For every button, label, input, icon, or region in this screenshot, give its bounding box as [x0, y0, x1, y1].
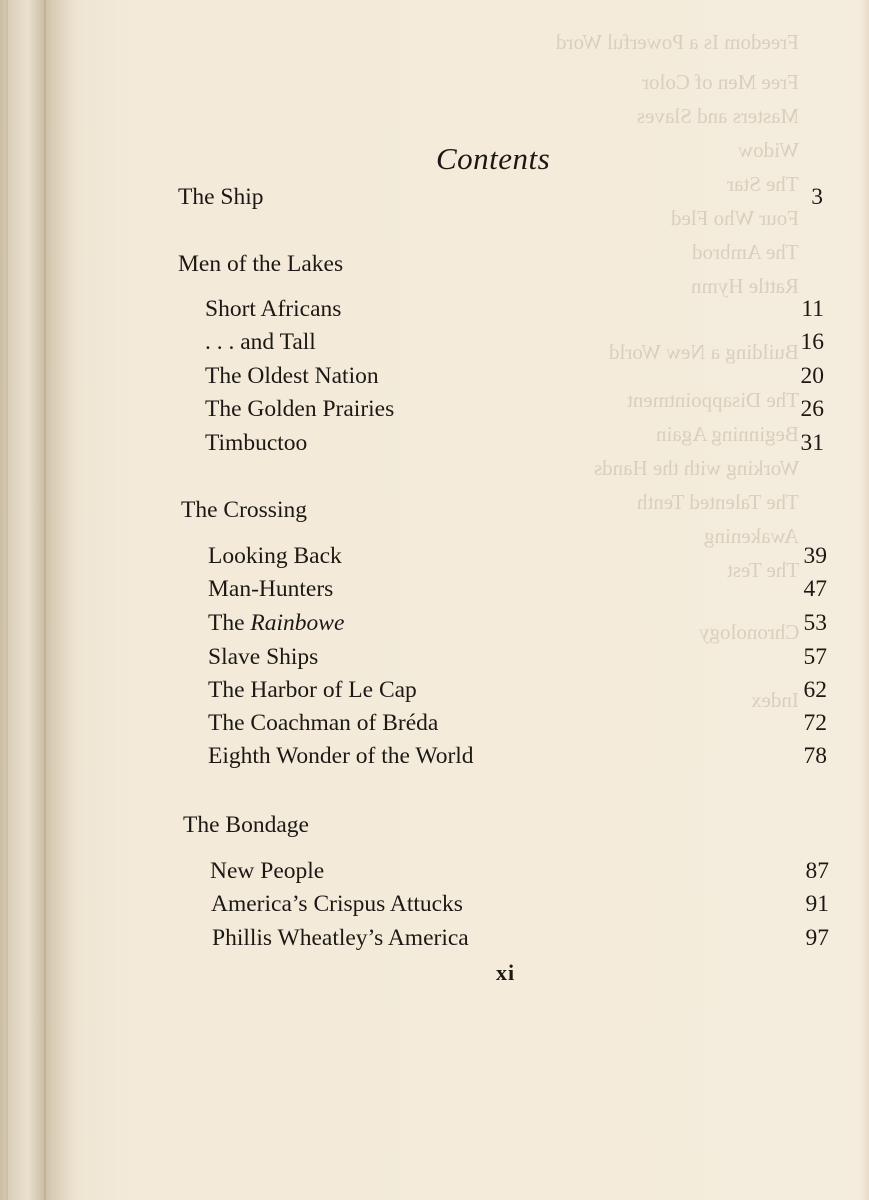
toc-page-number: 91 — [805, 891, 829, 917]
toc-page-number: 39 — [803, 543, 827, 569]
toc-entry[interactable] — [0, 710, 869, 740]
toc-entry[interactable] — [0, 363, 869, 393]
toc-entry-label: Man-Hunters — [208, 576, 334, 602]
toc-entry[interactable] — [0, 396, 869, 426]
contents-title: Contents — [436, 141, 551, 176]
toc-entry[interactable] — [0, 858, 869, 888]
toc-entry[interactable] — [0, 576, 869, 606]
toc-entry-label — [208, 610, 344, 637]
page-folio: xi — [496, 960, 516, 985]
toc-entry-label: Looking Back — [208, 543, 342, 569]
toc-entry-label: Slave Ships — [208, 644, 319, 670]
toc-entry[interactable] — [0, 430, 869, 460]
toc-page-number: 47 — [803, 576, 827, 602]
toc-page-number: 11 — [801, 296, 824, 322]
toc-entry[interactable] — [0, 743, 869, 773]
toc-entry-label-italic: Rainbowe — [250, 610, 345, 636]
toc-entry[interactable] — [0, 891, 869, 921]
toc-section-men-of-the-lakes[interactable] — [0, 251, 869, 281]
toc-entry-label: The Oldest Nation — [205, 363, 379, 389]
toc-section-label: The Bondage — [183, 812, 309, 838]
toc-page-number: 87 — [805, 858, 829, 884]
toc-page-number: 31 — [800, 430, 824, 456]
toc-entry-label: New People — [210, 858, 325, 884]
toc-entry-label: Short Africans — [205, 296, 342, 322]
toc-page-number: 20 — [800, 363, 824, 389]
toc-entry[interactable] — [0, 329, 869, 359]
toc-entry-label: The Golden Prairies — [205, 396, 395, 422]
toc-page-number: 57 — [803, 644, 827, 670]
toc-section-the-bondage[interactable] — [0, 812, 869, 842]
toc-entry[interactable] — [0, 677, 869, 707]
toc-page-number: 53 — [803, 610, 827, 636]
toc-entry-label: . . . and Tall — [205, 329, 316, 355]
toc-entry[interactable] — [0, 644, 869, 674]
toc-entry[interactable] — [0, 925, 869, 955]
toc-entry-label: Timbuctoo — [205, 430, 308, 456]
toc-entry[interactable] — [0, 296, 869, 326]
toc-page-number: 3 — [811, 184, 823, 210]
toc-page-number: 72 — [803, 710, 827, 736]
toc-entry-label: America’s Crispus Attucks — [211, 891, 463, 917]
toc-section-the-crossing[interactable] — [0, 497, 869, 527]
toc-section-label: Men of the Lakes — [178, 251, 344, 277]
bleed-through-text: Freedom Is a Powerful Word Free Men of Color Masters and Slaves Widow The Star Four Who Fled The Ambrod Rattle Hymn Building a New World The Disappointment Beginning Again Working with the Hands The Talented Tenth Awakening The Test Chronology Index — [556, 30, 799, 712]
toc-page-number: 62 — [803, 677, 827, 703]
toc-entry[interactable] — [0, 610, 869, 640]
toc-entry-label-prefix: The — [208, 610, 245, 636]
toc-entry-label: Phillis Wheatley’s America — [212, 925, 469, 951]
toc-entry-the-ship[interactable] — [0, 184, 869, 214]
toc-entry[interactable] — [0, 543, 869, 573]
toc-page-number: 26 — [800, 396, 824, 422]
toc-page-number: 16 — [800, 329, 824, 355]
toc-entry-label: The Harbor of Le Cap — [208, 677, 417, 703]
toc-entry-label: The Coachman of Bréda — [208, 710, 439, 736]
toc-entry-label: Eighth Wonder of the World — [208, 743, 474, 769]
toc-page-number: 97 — [805, 925, 829, 951]
toc-entry-label: The Ship — [178, 184, 264, 210]
toc-section-label: The Crossing — [181, 497, 307, 523]
toc-page-number: 78 — [803, 743, 827, 769]
